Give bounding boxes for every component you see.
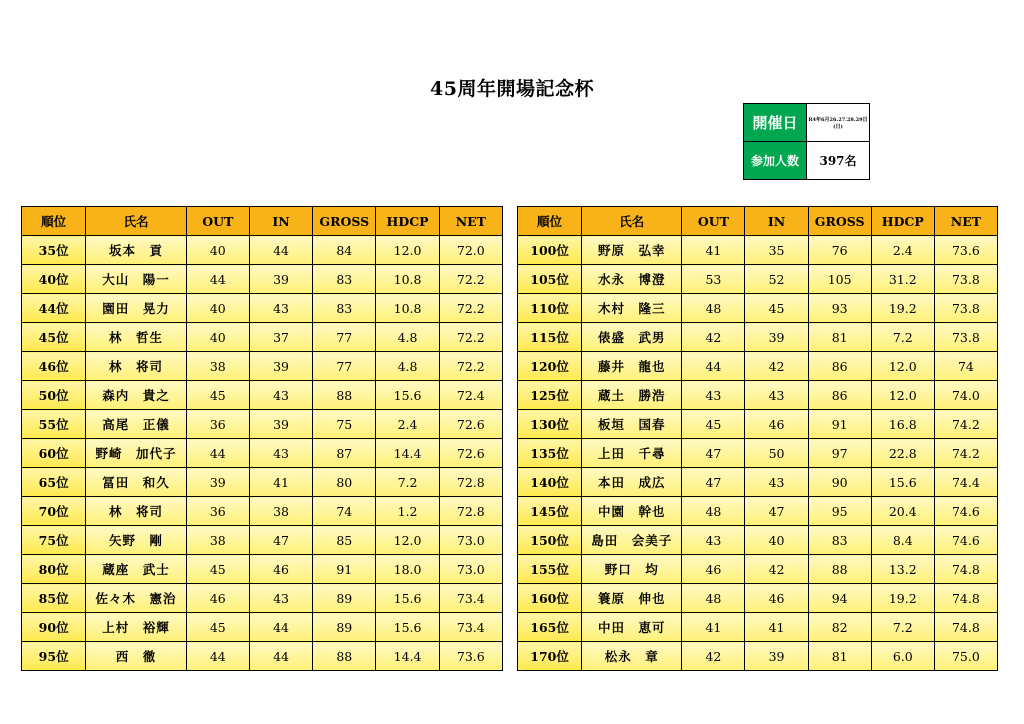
table-row xyxy=(518,584,998,613)
rank-cell: 55位 xyxy=(22,410,86,439)
hdcp-cell: 2.4 xyxy=(376,410,439,439)
name-cell: 矢野 剛 xyxy=(86,526,186,555)
table-row xyxy=(22,468,503,497)
event-info-box xyxy=(743,103,870,180)
header-in: IN xyxy=(745,207,808,236)
rank-cell: 170位 xyxy=(518,642,582,671)
gross-cell: 83 xyxy=(313,294,376,323)
rank-cell: 60位 xyxy=(22,439,86,468)
rank-cell: 44位 xyxy=(22,294,86,323)
out-cell: 44 xyxy=(186,642,249,671)
table-row xyxy=(518,555,998,584)
gross-cell: 75 xyxy=(313,410,376,439)
name-cell: 上田 千尋 xyxy=(582,439,682,468)
net-cell: 73.8 xyxy=(934,265,997,294)
name-cell: 林 哲生 xyxy=(86,323,186,352)
table-row xyxy=(518,642,998,671)
net-cell: 75.0 xyxy=(934,642,997,671)
rank-cell: 50位 xyxy=(22,381,86,410)
out-cell: 36 xyxy=(186,497,249,526)
header-out: OUT xyxy=(186,207,249,236)
participant-count-row xyxy=(744,142,870,180)
gross-cell: 105 xyxy=(808,265,871,294)
out-cell: 43 xyxy=(682,526,745,555)
gross-cell: 81 xyxy=(808,323,871,352)
in-cell: 43 xyxy=(745,381,808,410)
out-cell: 48 xyxy=(682,294,745,323)
header-hdcp: HDCP xyxy=(871,207,934,236)
results-table-left xyxy=(21,206,503,671)
rank-cell: 75位 xyxy=(22,526,86,555)
table-row xyxy=(22,526,503,555)
header-gross: GROSS xyxy=(313,207,376,236)
net-cell: 73.6 xyxy=(439,642,502,671)
hdcp-cell: 10.8 xyxy=(376,265,439,294)
table-row xyxy=(22,439,503,468)
participant-count-value: 397名 xyxy=(807,142,870,180)
table-header-row xyxy=(22,207,503,236)
gross-cell: 91 xyxy=(313,555,376,584)
header-name: 氏名 xyxy=(582,207,682,236)
rank-cell: 160位 xyxy=(518,584,582,613)
hdcp-cell: 22.8 xyxy=(871,439,934,468)
out-cell: 45 xyxy=(682,410,745,439)
name-cell: 森内 貴之 xyxy=(86,381,186,410)
hdcp-cell: 12.0 xyxy=(871,381,934,410)
rank-cell: 45位 xyxy=(22,323,86,352)
table-row xyxy=(22,497,503,526)
out-cell: 40 xyxy=(186,323,249,352)
in-cell: 40 xyxy=(745,526,808,555)
net-cell: 72.4 xyxy=(439,381,502,410)
results-table-right xyxy=(517,206,998,671)
gross-cell: 88 xyxy=(313,381,376,410)
event-date-value: R4年6月26.27.28.29日(日) xyxy=(807,104,870,142)
rank-cell: 40位 xyxy=(22,265,86,294)
gross-cell: 81 xyxy=(808,642,871,671)
hdcp-cell: 12.0 xyxy=(376,526,439,555)
hdcp-cell: 12.0 xyxy=(871,352,934,381)
rank-cell: 105位 xyxy=(518,265,582,294)
hdcp-cell: 15.6 xyxy=(376,584,439,613)
header-rank: 順位 xyxy=(22,207,86,236)
table-row xyxy=(518,439,998,468)
hdcp-cell: 6.0 xyxy=(871,642,934,671)
name-cell: 林 将司 xyxy=(86,497,186,526)
table-row xyxy=(518,613,998,642)
in-cell: 37 xyxy=(249,323,312,352)
name-cell: 水永 博澄 xyxy=(582,265,682,294)
table-row xyxy=(518,236,998,265)
out-cell: 53 xyxy=(682,265,745,294)
net-cell: 74.8 xyxy=(934,555,997,584)
in-cell: 45 xyxy=(745,294,808,323)
name-cell: 林 将司 xyxy=(86,352,186,381)
rank-cell: 80位 xyxy=(22,555,86,584)
in-cell: 42 xyxy=(745,555,808,584)
net-cell: 72.8 xyxy=(439,497,502,526)
net-cell: 73.4 xyxy=(439,584,502,613)
gross-cell: 85 xyxy=(313,526,376,555)
rank-cell: 120位 xyxy=(518,352,582,381)
table-row xyxy=(22,642,503,671)
rank-cell: 115位 xyxy=(518,323,582,352)
rank-cell: 140位 xyxy=(518,468,582,497)
in-cell: 44 xyxy=(249,236,312,265)
name-cell: 大山 陽一 xyxy=(86,265,186,294)
net-cell: 72.2 xyxy=(439,265,502,294)
hdcp-cell: 7.2 xyxy=(871,323,934,352)
header-in: IN xyxy=(249,207,312,236)
hdcp-cell: 20.4 xyxy=(871,497,934,526)
net-cell: 73.6 xyxy=(934,236,997,265)
gross-cell: 86 xyxy=(808,381,871,410)
table-row xyxy=(518,323,998,352)
net-cell: 72.2 xyxy=(439,352,502,381)
table-row xyxy=(518,294,998,323)
net-cell: 74.4 xyxy=(934,468,997,497)
name-cell: 蔵土 勝浩 xyxy=(582,381,682,410)
event-date-label: 開催日 xyxy=(744,104,807,142)
net-cell: 72.8 xyxy=(439,468,502,497)
in-cell: 50 xyxy=(745,439,808,468)
hdcp-cell: 14.4 xyxy=(376,439,439,468)
rank-cell: 85位 xyxy=(22,584,86,613)
table-row xyxy=(22,381,503,410)
out-cell: 40 xyxy=(186,294,249,323)
name-cell: 蔵座 武士 xyxy=(86,555,186,584)
hdcp-cell: 31.2 xyxy=(871,265,934,294)
gross-cell: 74 xyxy=(313,497,376,526)
out-cell: 46 xyxy=(186,584,249,613)
rank-cell: 90位 xyxy=(22,613,86,642)
out-cell: 36 xyxy=(186,410,249,439)
out-cell: 48 xyxy=(682,584,745,613)
table-row xyxy=(518,265,998,294)
gross-cell: 93 xyxy=(808,294,871,323)
in-cell: 39 xyxy=(249,352,312,381)
in-cell: 44 xyxy=(249,642,312,671)
gross-cell: 89 xyxy=(313,613,376,642)
hdcp-cell: 10.8 xyxy=(376,294,439,323)
table-row xyxy=(518,410,998,439)
gross-cell: 90 xyxy=(808,468,871,497)
rank-cell: 145位 xyxy=(518,497,582,526)
event-date-row xyxy=(744,104,870,142)
hdcp-cell: 8.4 xyxy=(871,526,934,555)
table-row xyxy=(22,323,503,352)
in-cell: 43 xyxy=(745,468,808,497)
net-cell: 74.6 xyxy=(934,526,997,555)
rank-cell: 46位 xyxy=(22,352,86,381)
in-cell: 42 xyxy=(745,352,808,381)
header-hdcp: HDCP xyxy=(376,207,439,236)
net-cell: 73.8 xyxy=(934,323,997,352)
gross-cell: 76 xyxy=(808,236,871,265)
out-cell: 45 xyxy=(186,613,249,642)
gross-cell: 82 xyxy=(808,613,871,642)
table-header-row xyxy=(518,207,998,236)
in-cell: 41 xyxy=(249,468,312,497)
table-row xyxy=(22,236,503,265)
out-cell: 42 xyxy=(682,323,745,352)
table-row xyxy=(518,352,998,381)
table-row xyxy=(22,613,503,642)
hdcp-cell: 4.8 xyxy=(376,323,439,352)
hdcp-cell: 19.2 xyxy=(871,584,934,613)
in-cell: 43 xyxy=(249,294,312,323)
hdcp-cell: 15.6 xyxy=(376,613,439,642)
rank-cell: 65位 xyxy=(22,468,86,497)
out-cell: 39 xyxy=(186,468,249,497)
net-cell: 74.2 xyxy=(934,439,997,468)
gross-cell: 83 xyxy=(808,526,871,555)
rank-cell: 130位 xyxy=(518,410,582,439)
out-cell: 48 xyxy=(682,497,745,526)
hdcp-cell: 19.2 xyxy=(871,294,934,323)
gross-cell: 95 xyxy=(808,497,871,526)
hdcp-cell: 7.2 xyxy=(376,468,439,497)
out-cell: 38 xyxy=(186,526,249,555)
name-cell: 野崎 加代子 xyxy=(86,439,186,468)
rank-cell: 125位 xyxy=(518,381,582,410)
in-cell: 43 xyxy=(249,381,312,410)
in-cell: 39 xyxy=(745,642,808,671)
net-cell: 73.0 xyxy=(439,555,502,584)
in-cell: 52 xyxy=(745,265,808,294)
out-cell: 40 xyxy=(186,236,249,265)
gross-cell: 84 xyxy=(313,236,376,265)
header-rank: 順位 xyxy=(518,207,582,236)
in-cell: 46 xyxy=(745,584,808,613)
net-cell: 73.0 xyxy=(439,526,502,555)
table-row xyxy=(22,410,503,439)
hdcp-cell: 15.6 xyxy=(376,381,439,410)
rank-cell: 95位 xyxy=(22,642,86,671)
table-row xyxy=(22,555,503,584)
gross-cell: 94 xyxy=(808,584,871,613)
table-row xyxy=(22,584,503,613)
header-name: 氏名 xyxy=(86,207,186,236)
name-cell: 野原 弘幸 xyxy=(582,236,682,265)
header-net: NET xyxy=(439,207,502,236)
in-cell: 44 xyxy=(249,613,312,642)
out-cell: 47 xyxy=(682,439,745,468)
net-cell: 73.8 xyxy=(934,294,997,323)
net-cell: 74.0 xyxy=(934,381,997,410)
name-cell: 藤井 龍也 xyxy=(582,352,682,381)
table-row xyxy=(518,381,998,410)
rank-cell: 155位 xyxy=(518,555,582,584)
name-cell: 佐々木 憲治 xyxy=(86,584,186,613)
name-cell: 西 徹 xyxy=(86,642,186,671)
hdcp-cell: 4.8 xyxy=(376,352,439,381)
out-cell: 46 xyxy=(682,555,745,584)
name-cell: 簑原 伸也 xyxy=(582,584,682,613)
net-cell: 72.6 xyxy=(439,410,502,439)
name-cell: 島田 会美子 xyxy=(582,526,682,555)
name-cell: 野口 均 xyxy=(582,555,682,584)
net-cell: 74.8 xyxy=(934,584,997,613)
in-cell: 39 xyxy=(249,265,312,294)
table-row xyxy=(518,526,998,555)
net-cell: 72.0 xyxy=(439,236,502,265)
out-cell: 44 xyxy=(186,439,249,468)
rank-cell: 110位 xyxy=(518,294,582,323)
rank-cell: 35位 xyxy=(22,236,86,265)
net-cell: 73.4 xyxy=(439,613,502,642)
in-cell: 38 xyxy=(249,497,312,526)
name-cell: 俵盛 武男 xyxy=(582,323,682,352)
hdcp-cell: 14.4 xyxy=(376,642,439,671)
net-cell: 74 xyxy=(934,352,997,381)
gross-cell: 80 xyxy=(313,468,376,497)
name-cell: 松永 章 xyxy=(582,642,682,671)
out-cell: 45 xyxy=(186,555,249,584)
net-cell: 74.6 xyxy=(934,497,997,526)
in-cell: 43 xyxy=(249,439,312,468)
out-cell: 47 xyxy=(682,468,745,497)
gross-cell: 97 xyxy=(808,439,871,468)
name-cell: 中田 恵可 xyxy=(582,613,682,642)
out-cell: 44 xyxy=(682,352,745,381)
table-row xyxy=(22,352,503,381)
in-cell: 46 xyxy=(745,410,808,439)
gross-cell: 88 xyxy=(313,642,376,671)
header-net: NET xyxy=(934,207,997,236)
in-cell: 39 xyxy=(249,410,312,439)
hdcp-cell: 1.2 xyxy=(376,497,439,526)
in-cell: 46 xyxy=(249,555,312,584)
table-row xyxy=(518,497,998,526)
in-cell: 39 xyxy=(745,323,808,352)
rank-cell: 150位 xyxy=(518,526,582,555)
out-cell: 41 xyxy=(682,236,745,265)
page-title: 45周年開場記念杯 xyxy=(430,78,594,100)
name-cell: 坂本 貢 xyxy=(86,236,186,265)
net-cell: 72.6 xyxy=(439,439,502,468)
out-cell: 43 xyxy=(682,381,745,410)
net-cell: 72.2 xyxy=(439,323,502,352)
participant-count-label: 参加人数 xyxy=(744,142,807,180)
out-cell: 42 xyxy=(682,642,745,671)
hdcp-cell: 13.2 xyxy=(871,555,934,584)
in-cell: 47 xyxy=(249,526,312,555)
name-cell: 高尾 正儀 xyxy=(86,410,186,439)
net-cell: 72.2 xyxy=(439,294,502,323)
header-out: OUT xyxy=(682,207,745,236)
name-cell: 板垣 国春 xyxy=(582,410,682,439)
table-row xyxy=(518,468,998,497)
gross-cell: 91 xyxy=(808,410,871,439)
out-cell: 45 xyxy=(186,381,249,410)
in-cell: 47 xyxy=(745,497,808,526)
hdcp-cell: 16.8 xyxy=(871,410,934,439)
out-cell: 38 xyxy=(186,352,249,381)
gross-cell: 88 xyxy=(808,555,871,584)
name-cell: 園田 晃力 xyxy=(86,294,186,323)
out-cell: 41 xyxy=(682,613,745,642)
table-row xyxy=(22,294,503,323)
in-cell: 35 xyxy=(745,236,808,265)
rank-cell: 165位 xyxy=(518,613,582,642)
rank-cell: 100位 xyxy=(518,236,582,265)
hdcp-cell: 2.4 xyxy=(871,236,934,265)
gross-cell: 86 xyxy=(808,352,871,381)
table-row xyxy=(22,265,503,294)
in-cell: 43 xyxy=(249,584,312,613)
name-cell: 本田 成広 xyxy=(582,468,682,497)
hdcp-cell: 7.2 xyxy=(871,613,934,642)
net-cell: 74.2 xyxy=(934,410,997,439)
gross-cell: 87 xyxy=(313,439,376,468)
name-cell: 上村 裕輝 xyxy=(86,613,186,642)
rank-cell: 135位 xyxy=(518,439,582,468)
net-cell: 74.8 xyxy=(934,613,997,642)
gross-cell: 77 xyxy=(313,352,376,381)
name-cell: 木村 隆三 xyxy=(582,294,682,323)
gross-cell: 83 xyxy=(313,265,376,294)
name-cell: 冨田 和久 xyxy=(86,468,186,497)
name-cell: 中園 幹也 xyxy=(582,497,682,526)
hdcp-cell: 12.0 xyxy=(376,236,439,265)
gross-cell: 89 xyxy=(313,584,376,613)
rank-cell: 70位 xyxy=(22,497,86,526)
hdcp-cell: 18.0 xyxy=(376,555,439,584)
in-cell: 41 xyxy=(745,613,808,642)
gross-cell: 77 xyxy=(313,323,376,352)
out-cell: 44 xyxy=(186,265,249,294)
header-gross: GROSS xyxy=(808,207,871,236)
hdcp-cell: 15.6 xyxy=(871,468,934,497)
